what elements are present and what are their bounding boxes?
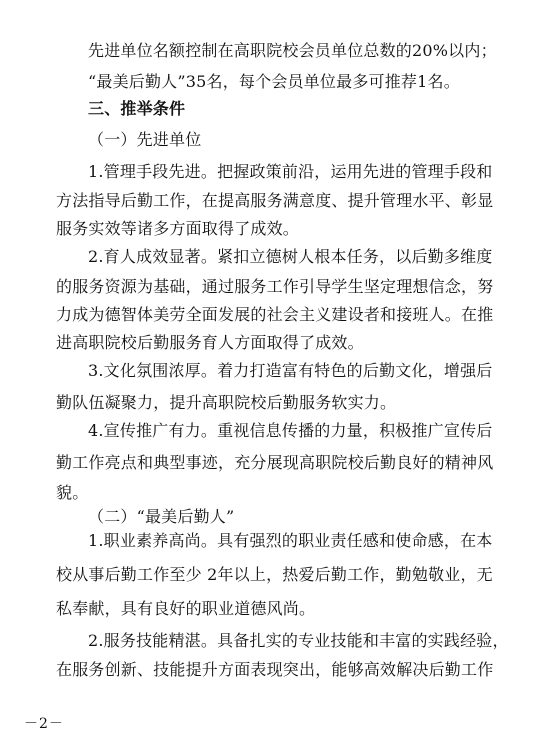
page-number: －2－ <box>24 716 64 732</box>
text-line-6: 方法指导后勤工作，在提高服务满意度、提升管理水平、彰显 <box>56 191 494 210</box>
subsection-heading-1: （一）先进单位 <box>88 130 202 149</box>
text-line-8: 2.育人成效显著。紧扣立德树人根本任务，以后勤多维度 <box>88 247 493 266</box>
text-line-10: 力成为德智体美劳全面发展的社会主义建设者和接班人。在推 <box>56 305 494 324</box>
text-line-7: 服务实效等诸多方面取得了成效。 <box>56 219 300 238</box>
text-line-14: 4.宣传推广有力。重视信息传播的力量，积极推广宣传后 <box>88 421 493 440</box>
text-line-21: 2.服务技能精湛。具备扎实的专业技能和丰富的实践经验， <box>88 631 509 650</box>
text-line-13: 勤队伍凝聚力，提升高职院校后勤服务软实力。 <box>56 393 397 412</box>
text-line-5: 1.管理手段先进。把握政策前沿，运用先进的管理手段和 <box>88 162 493 181</box>
text-line-1: 先进单位名额控制在高职院校会员单位总数的20%以内； <box>88 41 497 60</box>
text-line-15: 勤工作亮点和典型事迹，充分展现高职院校后勤良好的精神风 <box>56 453 494 472</box>
text-line-11: 进高职院校后勤服务育人方面取得了成效。 <box>56 333 364 352</box>
text-line-2: “最美后勤人”35名，每个会员单位最多可推荐1名。 <box>88 72 460 91</box>
text-line-16: 貌。 <box>56 483 89 502</box>
text-line-20: 私奉献，具有良好的职业道德风尚。 <box>56 599 316 618</box>
text-line-12: 3.文化氛围浓厚。着力打造富有特色的后勤文化，增强后 <box>88 361 493 380</box>
text-line-19: 校从事后勤工作至少 2年以上，热爱后勤工作，勤勉敬业，无 <box>56 565 493 584</box>
text-line-18: 1.职业素养高尚。具有强烈的职业责任感和使命感，在本 <box>88 531 493 550</box>
text-line-9: 的服务资源为基础，通过服务工作引导学生坚定理想信念，努 <box>56 277 494 296</box>
subsection-heading-2: （二）“最美后勤人” <box>88 507 235 526</box>
section-heading: 三、推举条件 <box>88 99 186 118</box>
text-line-22: 在服务创新、技能提升方面表现突出，能够高效解决后勤工作 <box>56 660 494 679</box>
